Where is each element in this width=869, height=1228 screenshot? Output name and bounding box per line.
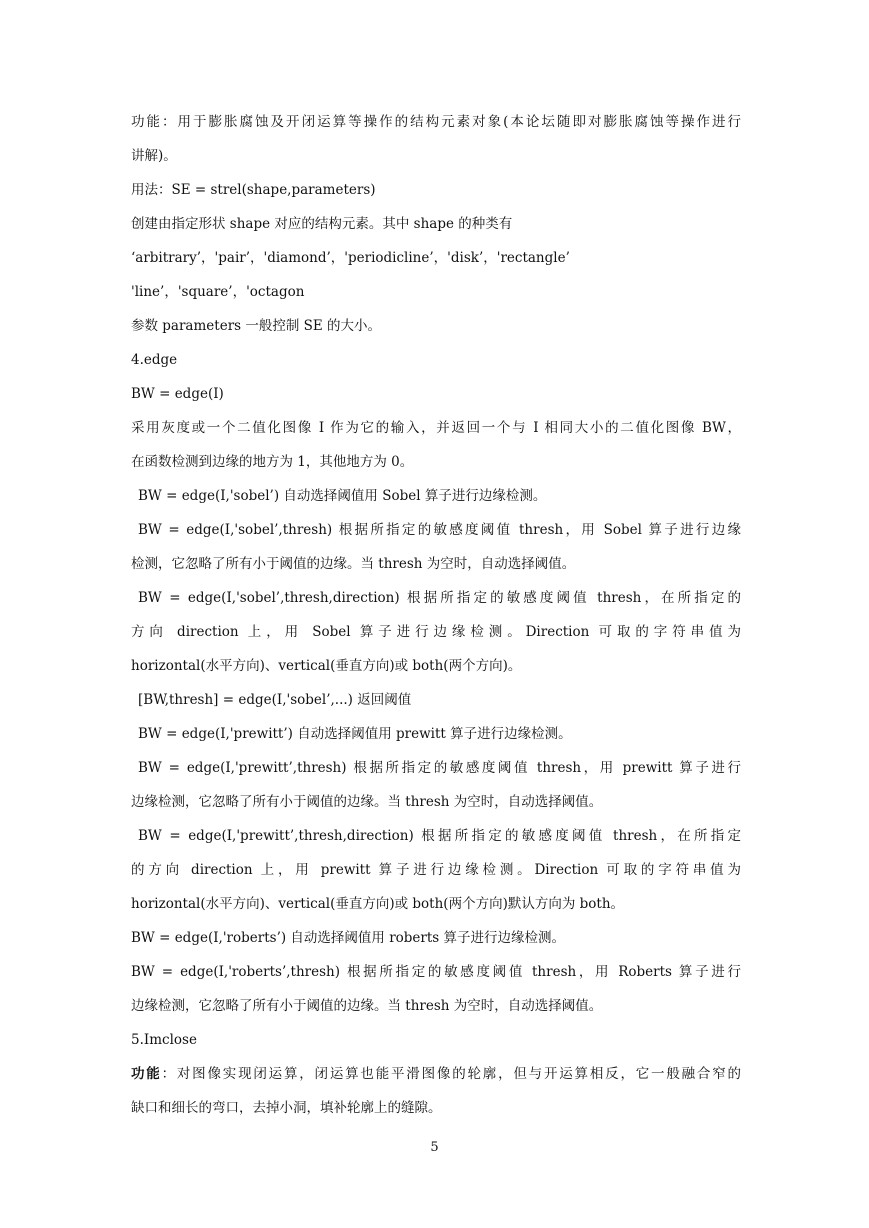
text-line: BW = edge(I,'prewitt’,thresh,direction) 根据所指定的敏感度阈值 thresh，在所指定 [138,828,741,844]
text-line: horizontal(水平方向)、vertical(垂直方向)或 both(两个方向)。 [131,658,522,674]
text-line: 方向 direction 上，用 Sobel 算子进行边缘检测。Direction 可取的字符串值为 [131,624,741,640]
text-line: BW = edge(I,'roberts’,thresh) 根据所指定的敏感度阈值 thresh，用 Roberts 算子进行 [131,964,741,980]
text-line: BW = edge(I,'sobel’) 自动选择阈值用 Sobel 算子进行边缘检测。 [138,488,547,504]
text-line: 创建由指定形状 shape 对应的结构元素。其中 shape 的种类有 [131,216,513,232]
text-line: 采用灰度或一个二值化图像 I 作为它的输入，并返回一个与 I 相同大小的二值化图像 BW， [131,420,741,436]
text-line: BW = edge(I) [131,386,224,402]
text-line: 缺口和细长的弯口，去掉小洞，填补轮廓上的缝隙。 [131,1100,442,1116]
section-heading: 5.Imclose [131,1032,197,1048]
text-line: 用法：SE = strel(shape,parameters) [131,182,376,198]
text-line: BW = edge(I,'sobel’,thresh,direction) 根据所指定的敏感度阈值 thresh，在所指定的 [138,590,741,606]
text-line [131,1064,741,1084]
text-line: 参数 parameters 一般控制 SE 的大小。 [131,318,382,334]
text-line: 边缘检测，它忽略了所有小于阈值的边缘。当 thresh 为空时，自动选择阈值。 [131,998,603,1014]
text-line: 讲解)。 [131,148,177,164]
text-line: 的方向 direction 上，用 prewitt 算子进行边缘检测。Direction 可取的字符串值为 [131,862,741,878]
text-line: horizontal(水平方向)、vertical(垂直方向)或 both(两个方向)默认方向为 both。 [131,896,625,912]
text-line: 功能：用于膨胀腐蚀及开闭运算等操作的结构元素对象(本论坛随即对膨胀腐蚀等操作进行 [131,114,741,130]
text-line: ‘arbitrary’，'pair’，'diamond’，'periodicline’，'disk’，'rectangle’ [131,250,570,266]
text-line: 在函数检测到边缘的地方为 1，其他地方为 0。 [131,454,414,470]
page-number: 5 [430,1140,439,1155]
text-line: BW = edge(I,'prewitt’,thresh) 根据所指定的敏感度阈值 thresh，用 prewitt 算子进行 [138,760,741,776]
function-description: ：对图像实现闭运算，闭运算也能平滑图像的轮廓，但与开运算相反，它一般融合窄的 [161,1066,741,1082]
text-line: 'line’，'square’，'octagon [131,284,305,300]
text-line: 边缘检测，它忽略了所有小于阈值的边缘。当 thresh 为空时，自动选择阈值。 [131,794,603,810]
text-line: BW = edge(I,'roberts’) 自动选择阈值用 roberts 算子进行边缘检测。 [131,930,566,946]
text-line: [BW,thresh] = edge(I,'sobel’,...) 返回阈值 [138,692,412,708]
function-label: 功能 [131,1066,162,1082]
text-line: 检测，它忽略了所有小于阈值的边缘。当 thresh 为空时，自动选择阈值。 [131,556,576,572]
text-line: BW = edge(I,'sobel’,thresh) 根据所指定的敏感度阈值 thresh，用 Sobel 算子进行边缘 [138,522,741,538]
section-heading: 4.edge [131,352,178,368]
text-line: BW = edge(I,'prewitt’) 自动选择阈值用 prewitt 算子进行边缘检测。 [138,726,572,742]
